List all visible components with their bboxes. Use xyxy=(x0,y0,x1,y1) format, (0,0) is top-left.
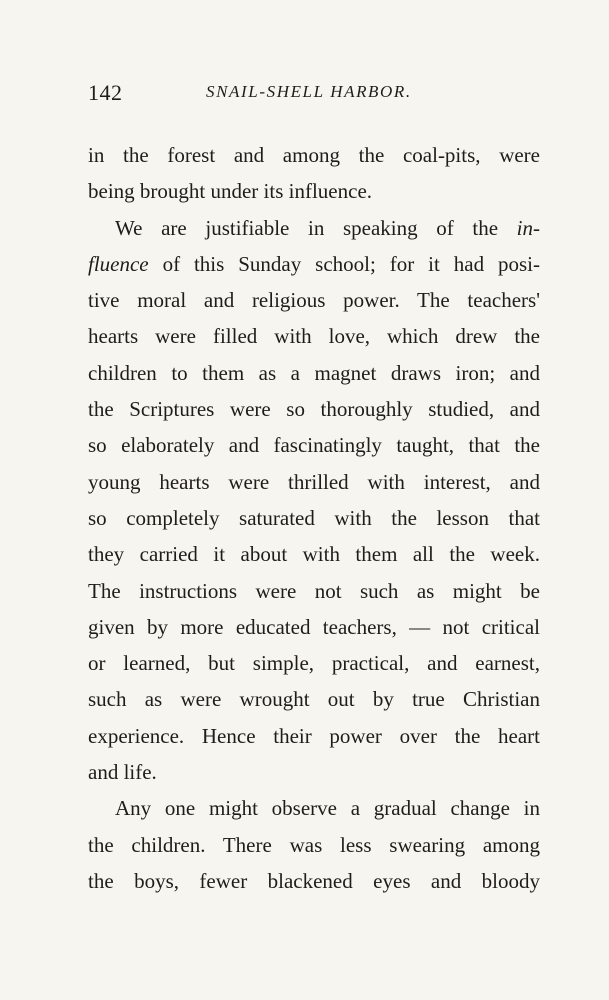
text-line: being brought under its influence. xyxy=(88,179,373,204)
text-line: experience. Hence their power over the heart xyxy=(88,723,540,748)
text-line: in the forest and among the coal-pits, were xyxy=(88,143,540,167)
text-line: so elaborately and fascinatingly taught, that the xyxy=(88,433,540,458)
text-line xyxy=(88,246,540,282)
running-title: SNAIL-SHELL HARBOR. xyxy=(206,82,412,101)
text-line: children to them as a magnet draws iron; and xyxy=(88,360,540,385)
text-line: the boys, fewer blackened eyes and bloody xyxy=(88,868,540,893)
text-fragment: We are justifiable in speaking of the xyxy=(115,215,517,240)
italic-word: in- xyxy=(516,215,540,240)
text-line: the Scriptures were so thoroughly studied, and xyxy=(88,397,540,422)
text-line: The instructions were not such as might be xyxy=(88,578,540,603)
italic-word: fluence xyxy=(88,251,149,276)
text-line: they carried it about with them all the week. xyxy=(88,542,540,567)
text-line: given by more educated teachers, — not critical xyxy=(88,614,540,639)
text-line: so completely saturated with the lesson that xyxy=(88,505,540,530)
text-line: or learned, but simple, practical, and earnest, xyxy=(88,651,540,676)
text-line: hearts were filled with love, which drew the xyxy=(88,324,540,349)
text-line: young hearts were thrilled with interest, and xyxy=(88,469,540,494)
text-line: the children. There was less swearing among xyxy=(88,832,540,857)
text-line: tive moral and religious power. The teachers' xyxy=(88,288,540,313)
text-line: Any one might observe a gradual change in xyxy=(115,796,540,821)
text-fragment: of this Sunday school; for it had posi- xyxy=(148,251,540,276)
text-line: and life. xyxy=(88,760,157,785)
text-line: such as were wrought out by true Christian xyxy=(88,687,540,712)
text-line xyxy=(88,210,540,246)
page-header xyxy=(88,80,540,110)
page-number: 142 xyxy=(88,80,123,105)
body-text xyxy=(88,137,540,899)
